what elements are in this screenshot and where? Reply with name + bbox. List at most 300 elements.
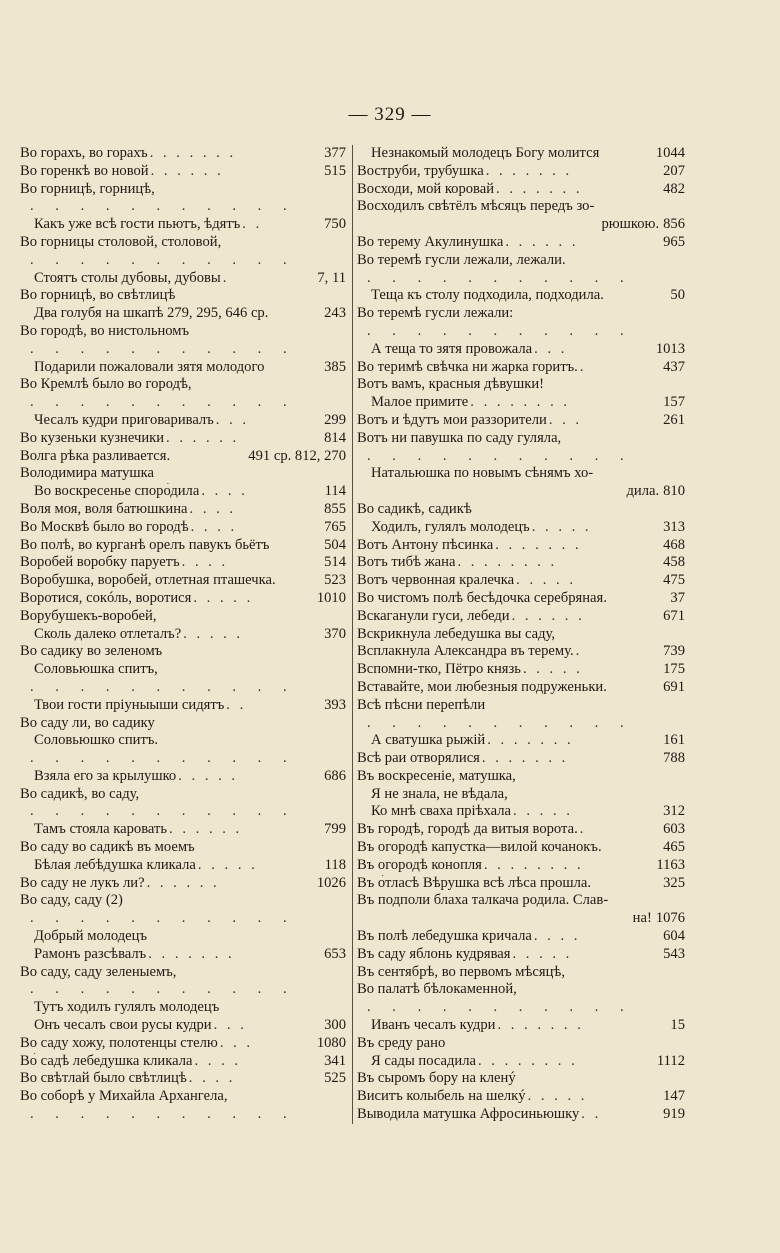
entry-page-ref: 161	[663, 732, 685, 749]
index-entry	[20, 786, 346, 804]
index-entry	[357, 252, 685, 270]
index-entry	[357, 1017, 685, 1035]
entry-text: Стоятъ столы дубовы, дубовы	[34, 269, 221, 286]
entry-leader: . . . . . . . .	[483, 856, 584, 873]
entry-leader: . . . . .	[516, 572, 576, 589]
entry-page-ref: 147	[663, 1088, 685, 1105]
index-entry	[20, 946, 346, 964]
index-entry	[357, 572, 685, 590]
entry-page-ref: 919	[663, 1106, 685, 1123]
index-entry	[20, 216, 346, 234]
entry-page-ref: 50	[670, 287, 685, 304]
entry-text: Соловьюшка спитъ,	[34, 661, 158, 678]
entry-leader: . . . . . .	[150, 162, 224, 179]
entry-text: Восходилъ свѣтёлъ мѣсяцъ передъ зо-	[357, 198, 595, 215]
index-entry	[20, 964, 346, 982]
entry-text: Рамонъ разсѣвалъ	[34, 945, 147, 962]
entry-page-ref: 515	[324, 162, 346, 179]
index-entry	[20, 715, 346, 733]
entry-leader: . . . . .	[193, 589, 254, 606]
entry-page-ref: 739	[663, 643, 685, 660]
entry-text: Во кузеньки кузнечики	[20, 429, 165, 446]
entry-page-ref: 671	[663, 607, 685, 624]
entry-text: Въ воскресеніе, матушка,	[357, 767, 516, 784]
index-entry	[357, 163, 685, 181]
index-entry	[20, 999, 346, 1017]
entry-page-ref: 7, 11	[317, 269, 346, 286]
entry-page-ref: 504	[324, 536, 346, 553]
entry-leader: . . . .	[194, 1052, 242, 1069]
index-entry	[20, 145, 346, 163]
entry-text: Во горницѣ, во свѣтлицѣ	[20, 287, 176, 304]
entry-page-ref: 686	[324, 767, 346, 784]
index-entry	[20, 465, 346, 483]
entry-leader: . . . . .	[527, 1088, 588, 1105]
entry-text: Ходилъ, гулялъ молодецъ	[371, 518, 530, 535]
index-entry	[20, 501, 346, 519]
entry-page-ref: 814	[324, 429, 346, 446]
entry-leader: . . . . .	[522, 661, 583, 678]
entry-text: Чесалъ кудри приговаривалъ	[34, 411, 214, 428]
entry-text: Выводила матушка Афросиньюшку	[357, 1106, 580, 1123]
entry-page-ref: 312	[663, 803, 685, 820]
index-entry	[357, 501, 685, 519]
index-entry	[20, 163, 346, 181]
entry-text: Во саду, саду (2)	[20, 892, 123, 909]
index-entry	[357, 305, 685, 323]
entry-text: Во терему Акулинушка	[357, 233, 504, 250]
entry-page-ref: 393	[324, 696, 346, 713]
entry-text: Во саду хожу, полотенцы стелю	[20, 1034, 218, 1051]
index-entry	[357, 430, 685, 448]
entry-page-ref: 313	[663, 518, 685, 535]
entry-leader: . . . . . .	[166, 429, 240, 446]
entry-text: Добрый молодецъ	[34, 928, 147, 945]
index-entry	[357, 643, 685, 661]
index-entry	[20, 1053, 346, 1071]
entry-text: Во теримѣ свѣчка ни жарка горитъ.	[357, 358, 578, 375]
index-entry	[20, 359, 346, 377]
entry-leader: . . . . .	[183, 625, 244, 642]
index-entry	[357, 981, 685, 999]
entry-leader: . . . . .	[513, 803, 573, 820]
entry-text: А сватушка рыжій	[371, 732, 486, 749]
entry-page-ref: 1112	[656, 1052, 685, 1069]
index-entry	[20, 839, 346, 857]
index-entry	[20, 1017, 346, 1035]
entry-page-ref: 1076	[655, 910, 685, 927]
entry-text: Натальюшка по новымъ сѣнямъ хо-	[371, 465, 594, 482]
ellipsis-row: . . . . . . . . . . .	[30, 1106, 296, 1123]
entry-text: Теща къ столу подходила, подходила.	[371, 287, 604, 304]
entry-text: на!	[632, 910, 652, 927]
entry-leader: . . . . . .	[169, 821, 243, 838]
index-entry	[20, 323, 346, 341]
index-entry	[357, 1035, 685, 1053]
index-entry	[20, 181, 346, 199]
entry-page-ref: 465	[663, 839, 685, 856]
entry-text: Воля моя, воля батюшкина	[20, 500, 188, 517]
index-entry	[357, 875, 685, 893]
ellipsis-row: . . . . . . . . . . .	[30, 251, 296, 268]
entry-text: А теща то зятя провожала	[371, 340, 533, 357]
entry-text: Твои гости пріуныыши сидятъ	[34, 696, 225, 713]
index-entry	[20, 554, 346, 572]
entry-text: Во Москвѣ было во городѣ	[20, 518, 189, 535]
index-entry	[357, 394, 685, 412]
entry-text: Во садикѣ, садикѣ	[357, 500, 472, 517]
entry-text: Всѣ раи отворялися	[357, 750, 480, 767]
entry-leader: . . .	[548, 411, 583, 428]
index-entry	[20, 1088, 346, 1106]
entry-text: Бѣлая лебѣдушка кликала	[34, 856, 196, 873]
index-entry	[357, 928, 685, 946]
index-entry	[357, 341, 685, 359]
entry-text: Малое примите	[371, 394, 469, 411]
entry-leader: . . . . . . .	[487, 732, 574, 749]
entry-leader: . . . .	[533, 928, 581, 945]
entry-text: Вотъ червонная кралечка	[357, 572, 515, 589]
entry-text: Въ о́тласѣ Вѣрушка всѣ лѣса прошла.	[357, 874, 592, 891]
entry-page-ref: 1013	[655, 340, 685, 357]
index-entry	[357, 234, 685, 252]
entry-page-ref: 799	[324, 821, 346, 838]
entry-leader: . . . . . . .	[485, 162, 573, 179]
entry-page-ref: 1080	[316, 1034, 346, 1051]
entry-page-ref: 810	[663, 483, 685, 500]
entry-text: Тамъ стояла каровать	[34, 821, 168, 838]
entry-text: Въ городѣ, городѣ да витыя ворота.	[357, 821, 578, 838]
entry-text: Вотъ вамъ, красныя дѣвушки!	[357, 376, 545, 393]
entry-text: Въ сыромъ бору на кленý	[357, 1070, 516, 1087]
entry-page-ref: 1026	[316, 874, 346, 891]
index-entry	[357, 839, 685, 857]
entry-text: Соловьюшко спитъ.	[34, 732, 159, 749]
entry-page-ref: 1010	[316, 589, 346, 606]
entry-page-ref: 300	[324, 1017, 346, 1034]
index-entry	[357, 181, 685, 199]
entry-text: Въ полѣ лебедушка кричала	[357, 928, 532, 945]
entry-text: Виситъ колыбель на шелкý	[357, 1088, 526, 1105]
ellipsis-row: . . . . . . . . . . .	[30, 678, 296, 695]
index-entry	[20, 270, 346, 288]
entry-text: Во соборѣ у Михайла Архангела,	[20, 1088, 228, 1105]
entry-text: Во саду во садикѣ въ моемъ	[20, 839, 195, 856]
entry-leader: . . . . . . .	[149, 145, 237, 161]
index-entry	[20, 537, 346, 555]
entry-page-ref: 765	[324, 518, 346, 535]
entry-page-ref: 750	[324, 216, 346, 233]
entry-text: Во горенкѣ во новой	[20, 162, 149, 179]
entry-text: Во садику во зеленомъ	[20, 643, 163, 660]
index-entry	[357, 537, 685, 555]
index-entry	[20, 661, 346, 679]
entry-leader: . .	[242, 216, 263, 233]
index-entry	[357, 1106, 685, 1124]
entry-text: Какъ уже всѣ гости пьютъ, ѣдятъ	[34, 216, 241, 233]
entry-page-ref: 385	[324, 358, 346, 375]
ellipsis-row: . . . . . . . . . . .	[30, 198, 296, 215]
ellipsis-row: . . . . . . . . . . .	[367, 714, 633, 731]
entry-leader: . . . .	[201, 483, 248, 500]
ellipsis-row: . . . . . . . . . . .	[30, 394, 296, 411]
entry-text: Во саду ли, во садику	[20, 714, 155, 731]
index-entry	[20, 305, 346, 323]
index-entry	[357, 732, 685, 750]
entry-page-ref: 1163	[656, 856, 685, 873]
index-entry	[20, 928, 346, 946]
ellipsis-row: . . . . . . . . . . .	[30, 803, 296, 820]
entry-leader: .	[579, 358, 587, 375]
index-entry	[357, 697, 685, 715]
entry-text: Во Кремлѣ было во городѣ,	[20, 376, 192, 393]
index-entry	[357, 216, 685, 234]
entry-leader: . . . .	[189, 500, 237, 517]
ellipsis-row: . . . . . . . . . . .	[367, 269, 633, 286]
entry-page-ref: 370	[324, 625, 346, 642]
index-entry	[357, 679, 685, 697]
entry-text: Вскрикнула лебедушка вы саду,	[357, 625, 555, 642]
entry-leader: .	[579, 821, 587, 838]
index-entry	[20, 857, 346, 875]
entry-text: рюшкою.	[601, 216, 660, 233]
index-entry	[357, 803, 685, 821]
index-entry	[20, 875, 346, 893]
index-entry	[20, 1070, 346, 1088]
entry-page-ref: 491 ср. 812, 270	[248, 447, 346, 464]
index-entry	[20, 626, 346, 644]
entry-page-ref: 458	[663, 554, 685, 571]
ellipsis-row: . . . . . . . . . . .	[30, 340, 296, 357]
index-entry	[357, 554, 685, 572]
index-entry	[20, 732, 346, 750]
entry-leader: . . . . . . . .	[478, 1052, 578, 1069]
entry-leader: . . . . . . . .	[457, 554, 558, 571]
index-entry	[20, 448, 346, 466]
index-entry	[357, 768, 685, 786]
entry-text: Вотъ Антону пѣсинка	[357, 536, 494, 553]
entry-page-ref: 325	[663, 874, 685, 891]
entry-text: Сколь далеко отлеталъ?	[34, 625, 182, 642]
entry-text: Во полѣ, во курганѣ орелъ павукъ бьётъ	[20, 536, 270, 553]
ellipsis-row: . . . . . . . . . . .	[30, 750, 296, 767]
entry-text: Два голубя на шкапѣ 279, 295, 646 ср.	[34, 305, 269, 322]
entry-text: Вотъ тибѣ жана	[357, 554, 456, 571]
entry-text: Въ огородѣ капустка—вилой кочанокъ.	[357, 839, 602, 856]
entry-leader: . . . . . . .	[497, 1017, 584, 1034]
index-entry	[20, 287, 346, 305]
index-entry	[357, 910, 685, 928]
entry-leader: . .	[226, 696, 247, 713]
entry-text: Во садикѣ, во саду,	[20, 785, 140, 802]
entry-page-ref: 468	[663, 536, 685, 553]
entry-text: Въ подполи блаха талкача родила. Слав-	[357, 892, 609, 909]
entry-text: Подарили пожаловали зятя молодого	[34, 358, 265, 375]
entry-leader: . . . . . . .	[148, 945, 235, 962]
entry-text: Восходи, мой коровай	[357, 180, 495, 197]
index-entry	[357, 626, 685, 644]
index-entry	[357, 359, 685, 377]
entry-text: Взяла его за крылушко	[34, 767, 177, 784]
entry-page-ref: 482	[663, 180, 685, 197]
entry-page-ref: 543	[663, 945, 685, 962]
index-entry	[357, 1053, 685, 1071]
index-entry	[20, 412, 346, 430]
index-column-left	[20, 145, 346, 1124]
entry-leader: . . . .	[181, 554, 229, 571]
entry-page-ref: 37	[670, 589, 685, 606]
entry-text: Ко мнѣ сваха пріѣхала	[371, 803, 512, 820]
entry-text: Вспомни-тко, Пётро князь	[357, 661, 521, 678]
index-entry	[357, 412, 685, 430]
index-entry	[357, 661, 685, 679]
entry-leader: . . . . .	[178, 767, 239, 784]
entry-page-ref: 855	[324, 500, 346, 517]
index-column-right	[352, 145, 685, 1124]
entry-leader: . .	[581, 1106, 602, 1123]
entry-text: Во чистомъ полѣ бесѣдочка серебряная.	[357, 589, 607, 606]
entry-page-ref: 604	[663, 928, 685, 945]
entry-page-ref: 299	[324, 411, 346, 428]
entry-leader: . . . .	[188, 1070, 236, 1087]
index-entry	[20, 608, 346, 626]
entry-page-ref: 523	[324, 572, 346, 589]
entry-text: Во горахъ, во горахъ	[20, 145, 148, 161]
entry-page-ref: 175	[663, 661, 685, 678]
entry-leader: . . . . . . . .	[470, 394, 571, 411]
index-entry	[20, 1035, 346, 1053]
entry-text: Во саду не лукъ ли?	[20, 874, 145, 891]
index-entry	[20, 234, 346, 252]
index-entry	[357, 465, 685, 483]
entry-page-ref: 114	[324, 483, 346, 500]
entry-text: Володимира матушка	[20, 465, 155, 482]
entry-page-ref: 261	[663, 411, 685, 428]
index-entry	[357, 857, 685, 875]
index-entry	[20, 572, 346, 590]
index-entry	[20, 768, 346, 786]
index-entry	[357, 376, 685, 394]
entry-leader: . . .	[215, 411, 250, 428]
entry-page-ref: 341	[324, 1052, 346, 1069]
entry-leader: .	[575, 643, 583, 660]
entry-text: Воробей воробку паруетъ	[20, 554, 180, 571]
entry-leader: . . . . .	[512, 945, 573, 962]
entry-text: Волга рѣка разливается.	[20, 447, 171, 464]
entry-page-ref: 525	[324, 1070, 346, 1087]
ellipsis-row: . . . . . . . . . . .	[30, 981, 296, 998]
entry-text: дила.	[626, 483, 660, 500]
entry-leader: .	[222, 269, 230, 286]
index-entry	[20, 519, 346, 537]
index-entry	[357, 750, 685, 768]
entry-text: Въ огородѣ конопля	[357, 856, 482, 873]
entry-text: Всѣ пѣсни перепѣли	[357, 696, 486, 713]
index-entry	[357, 964, 685, 982]
entry-page-ref: 118	[324, 856, 346, 873]
entry-text: Я не знала, не вѣдала,	[371, 785, 508, 802]
index-entry	[357, 483, 685, 501]
entry-text: Воструби, трубушка	[357, 162, 484, 179]
index-entry	[20, 430, 346, 448]
entry-text: Въ среду рано	[357, 1034, 446, 1051]
entry-text: Тутъ ходилъ гулялъ молодецъ	[34, 999, 220, 1016]
entry-text: Во́ садѣ лебедушка кликала	[20, 1052, 193, 1069]
entry-text: Въ сентябрѣ, во первомъ мѣсяцѣ,	[357, 963, 566, 980]
entry-text: Во городѣ, во нистольномъ	[20, 322, 190, 339]
index-entry	[20, 376, 346, 394]
index-entry	[357, 821, 685, 839]
entry-leader: . . .	[534, 340, 568, 357]
index-entry	[357, 1088, 685, 1106]
entry-leader: . . . . . .	[511, 607, 585, 624]
ellipsis-row: . . . . . . . . . . .	[367, 447, 633, 464]
index-entry	[357, 946, 685, 964]
index-entry	[357, 590, 685, 608]
entry-text: Вскаганули гуси, лебеди	[357, 607, 510, 624]
entry-text: Во теремѣ гусли лежали:	[357, 305, 514, 322]
index-entry	[20, 821, 346, 839]
index-entry	[357, 519, 685, 537]
index-entry	[357, 608, 685, 626]
entry-leader: . . . .	[190, 518, 238, 535]
ellipsis-row: . . . . . . . . . . .	[30, 910, 296, 927]
entry-page-ref: 15	[670, 1017, 685, 1034]
ellipsis-row: . . . . . . . . . . .	[367, 322, 633, 339]
entry-leader: . . . . .	[197, 856, 258, 873]
entry-text: Онъ чесалъ свои русы кудри	[34, 1017, 212, 1034]
entry-page-ref: 653	[324, 945, 346, 962]
index-entry	[20, 643, 346, 661]
entry-page-ref: 157	[663, 394, 685, 411]
entry-text: Во палатѣ бѣлокаменной,	[357, 981, 517, 998]
entry-page-ref: 788	[663, 750, 685, 767]
entry-page-ref: 377	[324, 145, 346, 161]
entry-text: Я сады посадила	[371, 1052, 476, 1069]
index-entry	[357, 1070, 685, 1088]
entry-text: Во саду, саду зеленыемъ,	[20, 963, 177, 980]
entry-leader: . . . . . . .	[496, 180, 583, 197]
ellipsis-row: . . . . . . . . . . .	[367, 999, 633, 1016]
entry-page-ref: 856	[663, 216, 685, 233]
entry-page-ref: 207	[663, 162, 685, 179]
index-entry	[357, 786, 685, 804]
index-entry	[20, 697, 346, 715]
entry-page-ref: 691	[663, 678, 685, 695]
index-entry	[357, 287, 685, 305]
entry-leader: . . . . . .	[505, 233, 579, 250]
entry-text: Вставайте, мои любезныя подруженьки.	[357, 678, 607, 695]
index-entry	[357, 145, 685, 163]
entry-page-ref: 437	[663, 358, 685, 375]
page-number: — 329 —	[348, 104, 432, 125]
entry-text: Во воскресенье споро́дила	[34, 483, 200, 500]
entry-text: Во теремѣ гусли лежали, лежали.	[357, 251, 566, 268]
entry-text: Во свѣтлай было свѣтлицѣ	[20, 1070, 187, 1087]
entry-page-ref: 1044	[655, 145, 685, 161]
entry-leader: . . . . . . .	[495, 536, 582, 553]
entry-text: Всплакнула Александра въ терему.	[357, 643, 574, 660]
entry-page-ref: 475	[663, 572, 685, 589]
entry-leader: . . . . . .	[146, 874, 220, 891]
entry-page-ref: 514	[324, 554, 346, 571]
entry-text: Во горницѣ, горницѣ,	[20, 180, 155, 197]
entry-leader: . . .	[213, 1017, 247, 1034]
entry-text: Ворубушекъ-воробей,	[20, 607, 157, 624]
index-entry	[20, 892, 346, 910]
entry-text: Иванъ чесалъ кудри	[371, 1017, 496, 1034]
entry-leader: . . . . .	[531, 518, 592, 535]
